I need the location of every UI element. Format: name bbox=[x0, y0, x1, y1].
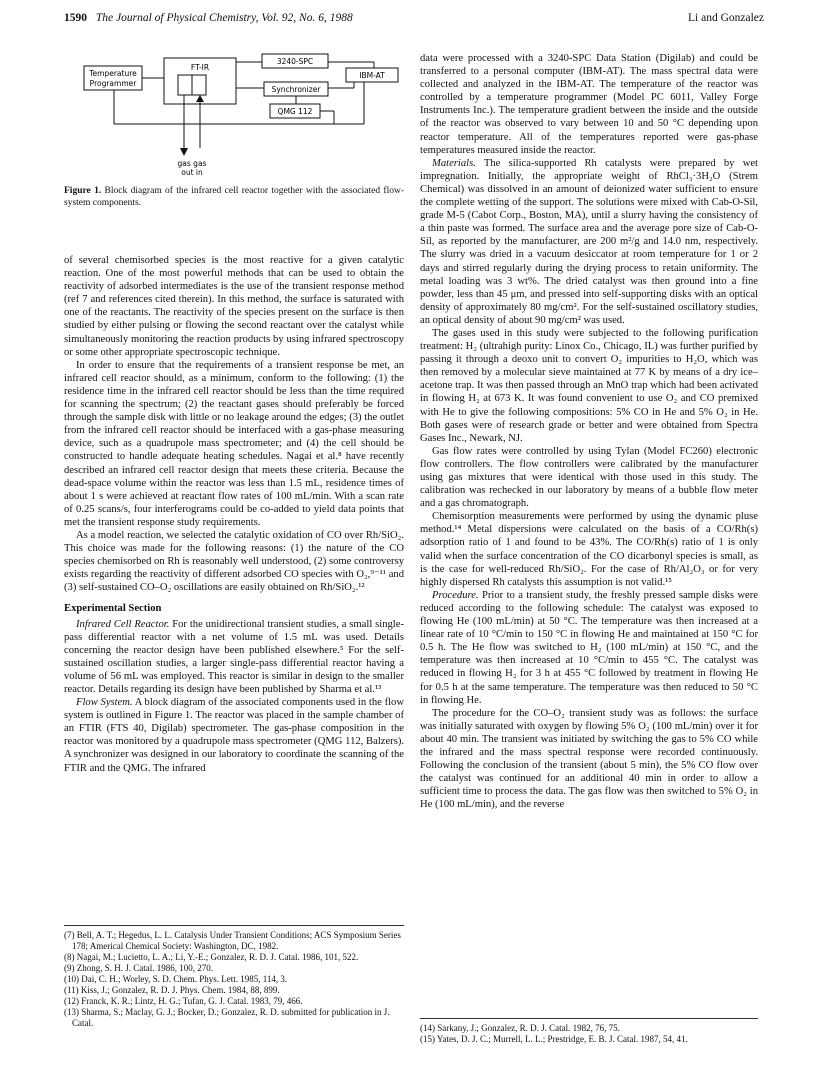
figure-caption bbox=[64, 186, 404, 209]
reference-item: (10) Dai, C. H.; Worley, S. D. Chem. Phys. Lett. 1985, 114, 3. bbox=[64, 974, 288, 984]
paragraph bbox=[64, 618, 404, 697]
paragraph: data were processed with a 3240-SPC Data Station (Digilab) and could be transferred to a personal computer (IBM-AT). The mass spectral data were collected and analyzed in the IBM-AT. The temperature of the reactor was controlled by a temperature programmer (Model PC 6011, Valley Forge Instruments Inc.). The temperature gradient between the inside and the outside of the reactor was observed to vary between 10 and 50 °C depending upon reactor temperature. All of the temperatures reported were gas-phase temperatures measured inside the reactor. bbox=[420, 53, 758, 156]
gas-label: gas gas bbox=[177, 159, 207, 168]
block-diagram bbox=[64, 48, 404, 198]
left-column bbox=[64, 254, 404, 775]
synchronizer-label: Synchronizer bbox=[271, 85, 321, 94]
gas-out-arrow bbox=[180, 148, 188, 156]
paragraph-text: Prior to a transient study, the freshly pressed sample disks were reduced according to the following schedule: The catalyst was exposed to flowing He (100 mL/min) at 50 °C. The temperature was then increased at a linear rate of 10 °C/min to 150 °C in flowing He and maintained at 150 °C for 0.5 h. The He flow was switched to H₂ (100 mL/min) at 150 °C, and the temperature was then increased at 10 °C/min to 455 °C. The catalyst was reduced in flowing H₂ for 3 h at 455 °C followed by treatment in flowing He for 0.5 h at the same temperature. The temperature was then reduced to 50 °C in flowing He. bbox=[420, 589, 758, 706]
subsection-title: Materials. bbox=[432, 157, 476, 169]
paragraph: In order to ensure that the requirements of a transient response be met, an infrared cell reactor should, as a minimum, conform to the following: (1) the residence time in the infrared cell reactor should be less than the time required for scanning the spectrum; (2) the reactant gases should preferably be forced through the sample disk with little or no leakage around the edges; (3) the outlet from the infrared cell reactor should be interfaced with a gas-phase measuring device, such as a quadrupole mass spectrometer; and (4) the cell should be constructed to handle adequate heating schedules. Nagai et al.⁸ have recently described an infrared cell reactor design that meets these criteria. Because the dead-space volume within the reactor was less than 1.5 mL, residence times of about 1 s were achieved at reactant flow rates of 100 mL/min. With a scan rate of 0.25 scans/s, four interferograms could be co-added to yield data points that met the transient response study requirements. bbox=[64, 359, 404, 528]
paragraph-text: For the unidirectional transient studies, a small single-pass differential reactor with a net volume of 1.5 mL was used. Details concerning the reactor design have been published elsewhere.⁵ For the self-sustained oscillation studies, a larger single-pass differential reactor having a volume of 56 mL was employed. This reactor is similar in design to the smaller reactor. Details regarding its design have been published by Sharma et al.¹³ bbox=[64, 618, 404, 695]
references-right bbox=[420, 1018, 758, 1045]
programmer-label: Programmer bbox=[89, 79, 137, 88]
figure-caption-label: Figure 1. bbox=[64, 186, 102, 196]
reference-item: (12) Franck, K. R.; Lintz, H. G.; Tufan, G. J. Catal. 1983, 79, 466. bbox=[64, 996, 303, 1006]
reference-item: (9) Zhong, S. H. J. Catal. 1986, 100, 270. bbox=[64, 963, 213, 973]
reference-item: (7) Bell, A. T.; Hegedus, L. L. Catalysis Under Transient Conditions; ACS Symposium Series 178; Americal Chemical Society: Washington, DC, 1982. bbox=[64, 930, 401, 951]
qmg-label: QMG 112 bbox=[277, 107, 313, 116]
reference-item: (8) Nagai, M.; Lucietto, L. A.; Li, Y.-E.; Gonzalez, R. D. J. Catal. 1986, 101, 522. bbox=[64, 952, 359, 962]
right-column bbox=[420, 52, 758, 811]
subsection-title: Procedure. bbox=[432, 589, 479, 601]
paragraph-text: The silica-supported Rh catalysts were prepared by wet impregnation. Initially, the appropriate weight of RhCl₃·3H₂O (Strem Chemical) was dissolved in an amount of deionized water sufficient to ensure the complete wetting of the support. The solutions were mixed with Cab-O-Sil, grade M-5 (Cabot Corp., Boston, MA), until a slurry having the consistency of a thin paste was formed. The surface area and the average pore size of Cab-O-Sil, as reported by the manufacturer, are 200 m²/g and 14.0 nm, respectively. The slurry was dried in a vacuum desiccator at room temperature for 1 or 2 days and stirred regularly during the drying process to retain uniformity. The metal loading was 3 wt%. The dried catalyst was then ground into a fine powder, less than 45 μm, and pressed into self-supporting disks with an optical density of approximately 80 mg/cm². For the self-sustained oscillatory studies, an optical density of about 90 mg/cm² was used. bbox=[420, 157, 758, 326]
paragraph: The gases used in this study were subjected to the following purification treatment: H₂ (ultrahigh purity: Linox Co., Chicago, IL) was further purified by passing it through a deoxo unit to convert O₂ impurities to H₂O, which was then removed by a molecular sieve maintained at 77 K by means of a dry ice–acetone trap. It was then passed through an MnO trap which had been activated in flowing H₂ at 673 K. It was found convenient to use O₂ and CO premixed with He to give the following compositions: 5% CO in He and 5% O₂ in He. Both gases were of research grade or better and were obtained from Spectra Gases Inc., Newark, NJ. bbox=[420, 327, 758, 444]
reference-item: (14) Sarkany, J.; Gonzalez, R. D. J. Catal. 1982, 76, 75. bbox=[420, 1023, 620, 1033]
subsection-title: Flow System. bbox=[76, 697, 133, 709]
figure-caption-text: Block diagram of the infrared cell reactor together with the associated flow-system components. bbox=[64, 186, 404, 208]
header-authors: Li and Gonzalez bbox=[688, 12, 764, 24]
paragraph bbox=[420, 157, 758, 327]
paragraph: Chemisorption measurements were performed by using the dynamic pluse method.¹⁴ Metal dispersions were calculated on the basis of a CO/Rh(s) adsorption ratio of 1 and found to be 43%. The CO/Rh(s) ratio of 1 is only valid when the surface concentration of the CO dicarbonyl species is small, as is the case for well-reduced Rh/SiO₂. For the case of Rh/Al₂O₃ or for very highly dispersed Rh catalysts this assumption is not valid.¹⁵ bbox=[420, 511, 758, 588]
page-number: 1590 bbox=[64, 12, 87, 24]
journal-citation: The Journal of Physical Chemistry, Vol. 92, No. 6, 1988 bbox=[95, 12, 353, 24]
gas-direction-label: out in bbox=[181, 168, 203, 177]
paragraph bbox=[64, 696, 404, 775]
paragraph: As a model reaction, we selected the catalytic oxidation of CO over Rh/SiO₂. This choice was made for the following reasons: (1) the nature of the CO species chemisorbed on Rh is reasonably well understood, (2) some controversy exists regarding the reactivity of different adsorbed CO species with O₂,⁹⁻¹¹ and (3) self-sustained CO–O₂ oscillations are easily obtained on Rh/SiO₂.¹² bbox=[64, 529, 404, 594]
reference-item: (11) Kiss, J.; Gonzalez, R. D. J. Phys. Chem. 1984, 88, 899. bbox=[64, 985, 280, 995]
reference-item: (15) Yates, D. J. C.; Murrell, L. L.; Prestridge, E. B. J. Catal. 1987, 54, 41. bbox=[420, 1034, 688, 1044]
paragraph bbox=[420, 589, 758, 707]
paragraph: Gas flow rates were controlled by using Tylan (Model FC260) electronic flow controllers. The flow controllers were calibrated by the manufacturer using gas mixtures that were identical with those used in this study. The calibration was rechecked in our laboratory by means of a bubble flow meter and a gas chromatograph. bbox=[420, 445, 758, 510]
paragraph: of several chemisorbed species is the most reactive for a given catalytic reaction. One of the most powerful methods that can be used to obtain the reactivity of adsorbed intermediates is the use of the transient response method (ref 7 and references cited therein). In this method, the surface is saturated with one of the reactants. The reactivity of the species present on the surface is then studied by either pulsing or flowing the second reactant over the catalyst while simultaneously monitoring the reaction products by using infrared spectroscopy or some other appropriate spectroscopic technique. bbox=[64, 255, 404, 358]
ftir-label: FT-IR bbox=[190, 63, 210, 72]
reference-item: (13) Sharma, S.; Maclay, G. J.; Bocker, D.; Gonzalez, R. D. submitted for publication in J. Catal. bbox=[64, 1007, 390, 1028]
subsection-title: Infrared Cell Reactor. bbox=[76, 618, 170, 630]
section-heading: Experimental Section bbox=[64, 603, 162, 615]
running-header bbox=[64, 12, 764, 24]
references-left bbox=[64, 925, 404, 1029]
paragraph-text: A block diagram of the associated components used in the flow system is outlined in Figure 1. The reactor was placed in the sample chamber of an FTIR (FTS 40, Digilab) spectrometer. The gas-phase composition in the reactor was monitored by a quadrupole mass spectrometer (QMG 112, Balzers). A synchronizer was designed in our laboratory to coordinate the scanning of the FTIR and the QMG. The infrared bbox=[64, 697, 404, 774]
paragraph: The procedure for the CO–O₂ transient study was as follows: the surface was initially saturated with oxygen by flowing 5% O₂ (100 mL/min) over it for about 40 min. The transient was initiated by switching the gas to 5% CO while the infrared and the mass spectral response were recorded continuously. Following the conclusion of the transient (about 5 min), the 5% CO flow over the catalyst was continued for an additional 40 min in order to allow a sufficient time to process the data. The gas flow was then switched to 5% O₂ in He (100 mL/min), and the reverse bbox=[420, 707, 758, 811]
gas-in-arrow bbox=[196, 95, 204, 102]
temperature-label: Temperature bbox=[89, 69, 137, 78]
spc-label: 3240-SPC bbox=[276, 57, 314, 66]
ibm-at-label: IBM-AT bbox=[359, 71, 385, 80]
